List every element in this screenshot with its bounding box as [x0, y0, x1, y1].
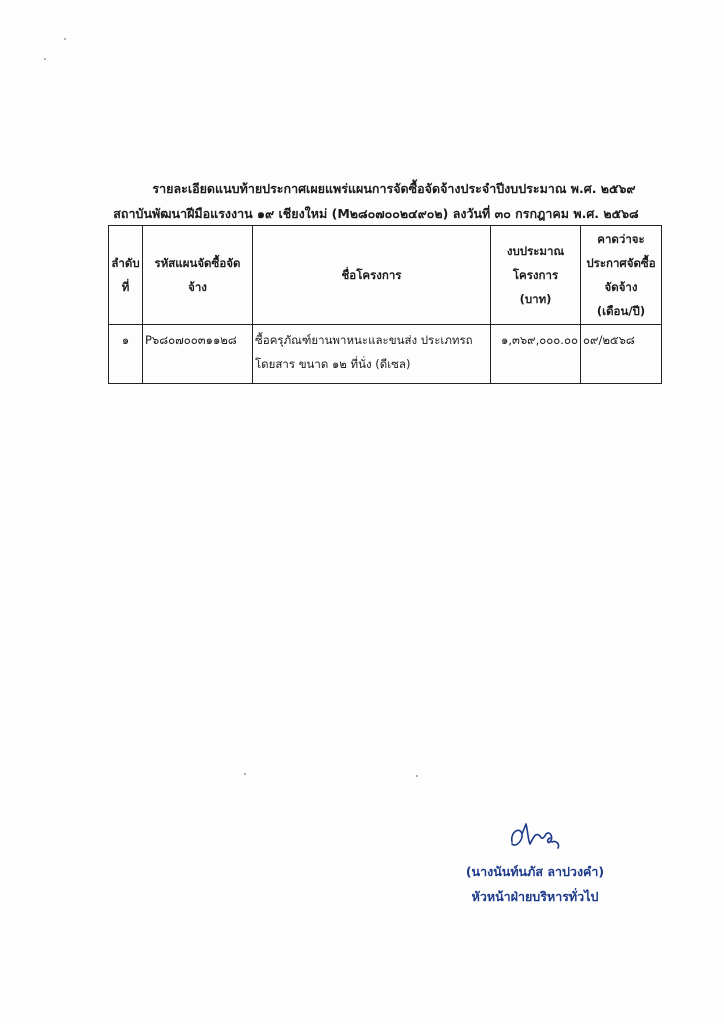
header-project-name [253, 226, 491, 325]
cell-project-name [253, 325, 491, 384]
handwritten-signature [506, 818, 576, 852]
header-code-line2: จ้าง [188, 280, 207, 294]
procurement-plan-table [108, 225, 662, 384]
header-plan-code [143, 226, 253, 325]
header-budget [491, 226, 581, 325]
paper-speck [64, 38, 66, 40]
header-no [109, 226, 143, 325]
paper-speck [44, 58, 46, 60]
signer-name: (นางนันท์นภัส ลาปวงคำ) [465, 864, 605, 879]
header-expected-line1: คาดว่าจะ [597, 232, 645, 246]
document-subtitle: สถาบันพัฒนาฝีมือแรงงาน ๑๙ เชียงใหม่ (M๒๘๐๗๐๐๒๔๙๐๒) ลงวันที่ ๓๐ กรกฎาคม พ.ศ. ๒๕๖๘ [113, 206, 639, 221]
header-budget-line2: โครงการ [512, 268, 559, 282]
cell-expected-date: ๐๙/๒๕๖๘ [581, 325, 662, 384]
header-expected-line3: จัดจ้าง [604, 280, 638, 294]
signer-position: หัวหน้าฝ่ายบริหารทั่วไป [471, 889, 599, 904]
document-title: รายละเอียดแนบท้ายประกาศเผยแพร่แผนการจัดซื้อจัดจ้างประจำปีงบประมาณ พ.ศ. ๒๕๖๙ [152, 181, 636, 196]
header-budget-line3: (บาท) [519, 292, 552, 306]
header-code-line1: รหัสแผนจัดซื้อจัด [154, 256, 241, 270]
paper-speck [416, 775, 418, 777]
header-expected-date [581, 226, 662, 325]
project-name-line1: ซื้อครุภัณฑ์ยานพาหนะและขนส่ง ประเภทรถ [255, 333, 473, 347]
cell-budget: ๑,๓๖๙,๐๐๐.๐๐ [491, 325, 581, 384]
table-row [109, 325, 662, 384]
cell-no: ๑ [109, 325, 143, 384]
project-name-line2: โดยสาร ขนาด ๑๒ ที่นั่ง (ดีเซล) [255, 357, 411, 371]
header-expected-line4: (เดือน/ปี) [596, 304, 646, 318]
header-budget-line1: งบประมาณ [506, 244, 565, 258]
table-header-row [109, 226, 662, 325]
cell-plan-code: P๖๘๐๗๐๐๓๑๑๒๘ [143, 325, 253, 384]
paper-speck [244, 773, 246, 775]
header-project-label: ชื่อโครงการ [341, 268, 402, 282]
header-no-line1: ลำดับ [111, 256, 140, 270]
header-no-line2: ที่ [121, 280, 130, 294]
header-expected-line2: ประกาศจัดซื้อ [586, 256, 656, 270]
